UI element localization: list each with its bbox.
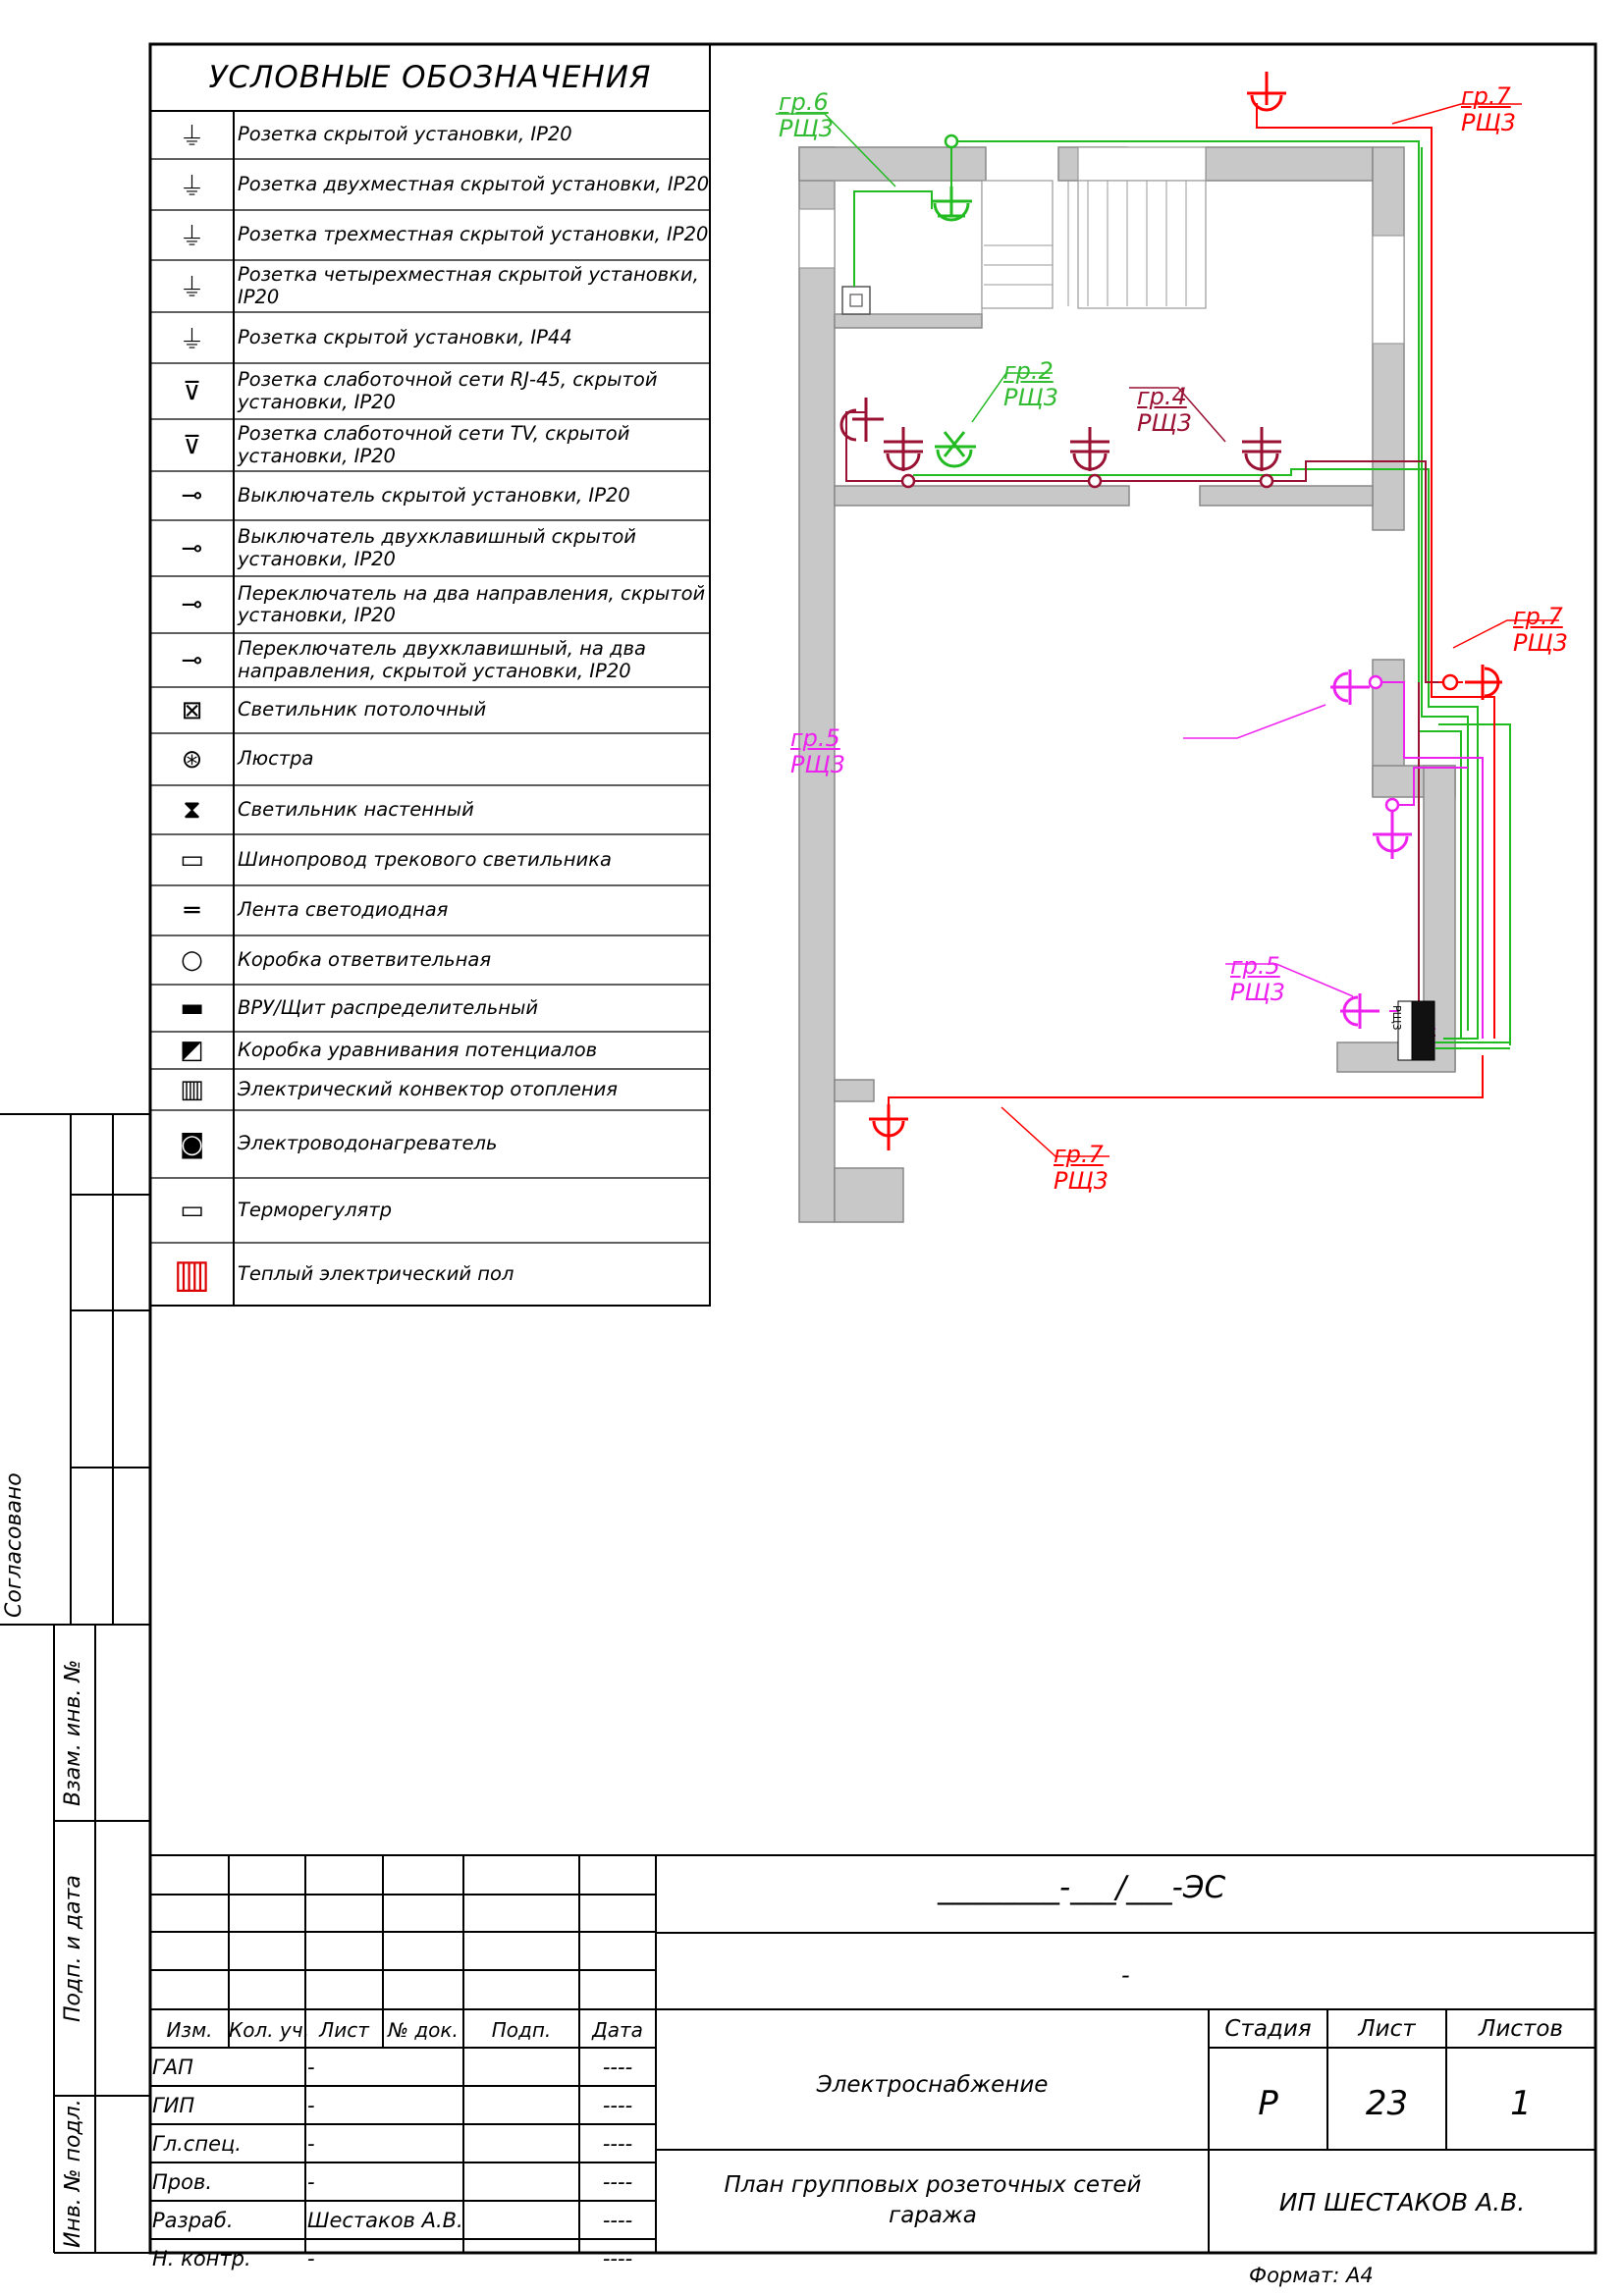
legend-item: Лента светодиодная	[238, 898, 449, 922]
signature-name: -	[307, 2094, 315, 2117]
plan-group-label: гр.5	[1230, 952, 1280, 980]
section-name: Электроснабжение	[816, 2072, 1049, 2098]
two-way-switch-icon: ⊸	[181, 590, 203, 619]
signature-name: -	[307, 2056, 315, 2079]
legend-title: УСЛОВНЫЕ ОБОЗНАЧЕНИЯ	[208, 60, 652, 95]
legend-item: Светильник потолочный	[238, 698, 487, 721]
legend-item: Терморегулятр	[238, 1198, 393, 1221]
double-two-way-switch-icon: ⊸	[181, 645, 203, 675]
legend-item: Розетка слаботочной сети TV, скрытой установки, IP20	[238, 422, 630, 467]
change-table-header: Подп.	[491, 2018, 552, 2042]
plan-group-label: гр.5	[790, 724, 840, 752]
led-strip-icon: ═	[184, 895, 200, 926]
stamp-agreed: Согласовано	[2, 1472, 27, 1618]
legend-item: Розетка двухместная скрытой установки, IP20	[238, 172, 710, 195]
stamp-inv-replace: Взам. инв. №	[61, 1659, 85, 1806]
change-table-header: Кол. уч.	[229, 2018, 309, 2042]
company-name: ИП ШЕСТАКОВ А.В.	[1278, 2188, 1526, 2216]
socket-icon: ⏚	[179, 123, 205, 152]
double-socket-icon: ⏚	[179, 172, 205, 202]
plan-panel-label: РЩ3	[1054, 1167, 1109, 1195]
floor-heating-icon: ▥	[173, 1252, 211, 1297]
rj45-socket-icon: ⊽	[182, 376, 202, 406]
triple-socket-icon: ⏚	[179, 223, 205, 252]
plan-sockets-gr4	[841, 398, 1281, 471]
legend-item: Розетка четырехместная скрытой установки, IP20	[238, 263, 699, 308]
signature-role: Разраб.	[152, 2209, 234, 2232]
change-table-header: Изм.	[166, 2018, 213, 2042]
sheet-value: 23	[1365, 2084, 1409, 2123]
distribution-board-plan-icon	[1411, 1001, 1434, 1060]
panel-tag: РЩ3	[1390, 1005, 1403, 1031]
change-table-header: Дата	[592, 2018, 643, 2042]
plan-group-label: гр.2	[1003, 357, 1054, 385]
track-busbar-icon: ▭	[180, 845, 204, 875]
doc-code: ________-___/___-ЭС	[938, 1870, 1226, 1905]
double-switch-icon: ⊸	[181, 533, 203, 563]
signature-date: ----	[602, 2094, 633, 2117]
legend-item: ВРУ/Щит распределительный	[238, 995, 539, 1019]
legend-item: Розетка скрытой установки, IP44	[238, 325, 572, 348]
signature-name: -	[307, 2247, 315, 2270]
signature-date: ----	[602, 2170, 633, 2194]
legend-item: Электроводонагреватель	[238, 1132, 498, 1155]
distribution-board-icon: ▬	[180, 993, 204, 1023]
stamp-inv-orig: Инв. № подл.	[61, 2099, 85, 2248]
plan-panel-label: РЩ3	[1003, 384, 1058, 411]
doc-name-dash: -	[1121, 1961, 1130, 1989]
quad-socket-icon: ⏚	[179, 274, 205, 303]
equipotential-box-icon: ◩	[180, 1036, 204, 1065]
junction-box-plan-icon	[946, 135, 957, 147]
stage-label: Стадия	[1224, 2016, 1312, 2042]
water-heater-plan-icon	[842, 287, 870, 314]
legend-item: Выключатель скрытой установки, IP20	[238, 483, 630, 507]
sheets-value: 1	[1510, 2084, 1532, 2123]
plan-panel-label: РЩ3	[1230, 979, 1285, 1006]
plan-group-label: гр.4	[1137, 383, 1187, 410]
junction-box-icon: ○	[181, 945, 203, 975]
wall-light-icon: ⧗	[183, 794, 201, 825]
plan-socket-gr2	[935, 432, 976, 466]
signature-date: ----	[602, 2209, 633, 2232]
format-label: Формат: А4	[1249, 2264, 1374, 2287]
switch-icon: ⊸	[181, 481, 203, 510]
signature-role: ГАП	[152, 2056, 193, 2079]
stage-value: Р	[1258, 2084, 1278, 2123]
signature-role: Н. контр.	[152, 2247, 251, 2270]
legend-item: Шинопровод трекового светильника	[238, 847, 612, 871]
signature-name: -	[307, 2132, 315, 2156]
signature-date: ----	[602, 2132, 633, 2156]
stamp-sign-date: Подп. и дата	[61, 1875, 85, 2022]
socket-ip44-icon: ⏚	[179, 325, 205, 355]
legend-item: Переключатель двухклавишный, на два направления, скрытой установки, IP20	[238, 637, 646, 682]
plan-socket-gr6	[931, 187, 972, 220]
legend-item: Электрический конвектор отопления	[238, 1077, 619, 1100]
signature-role: Гл.спец.	[152, 2132, 242, 2156]
sheet-title: План групповых розеточных сетей гаража	[724, 2172, 1142, 2229]
ceiling-light-icon: ⊠	[181, 695, 203, 725]
legend-item: Люстра	[238, 747, 314, 771]
plan-group-label: гр.7	[1513, 603, 1563, 630]
signature-name: Шестаков А.В.	[307, 2209, 463, 2232]
legend-item: Светильник настенный	[238, 797, 474, 821]
legend-item: Розетка слаботочной сети RJ-45, скрытой установки, IP20	[238, 368, 658, 413]
sheets-label: Листов	[1479, 2016, 1563, 2042]
thermostat-icon: ▭	[180, 1196, 204, 1225]
signature-name: -	[307, 2170, 315, 2194]
legend-item: Коробка ответвительная	[238, 947, 492, 971]
plan-group-label: гр.7	[1461, 82, 1511, 110]
plan-panel-label: РЩ3	[1137, 409, 1192, 437]
legend-item: Коробка уравнивания потенциалов	[238, 1038, 598, 1061]
legend-item: Розетка скрытой установки, IP20	[238, 123, 572, 146]
change-table-header: № док.	[388, 2018, 459, 2042]
plan-panel-label: РЩ3	[1513, 629, 1568, 657]
legend-item: Переключатель на два направления, скрытой установки, IP20	[238, 581, 706, 626]
signature-role: ГИП	[152, 2094, 195, 2117]
change-table-header: Лист	[319, 2018, 369, 2042]
plan-panel-label: РЩ3	[790, 751, 845, 778]
convector-icon: ▥	[180, 1075, 204, 1104]
water-heater-icon: ◙	[179, 1129, 205, 1159]
plan-group-label: гр.6	[779, 88, 829, 116]
plan-group-label: гр.7	[1054, 1141, 1104, 1168]
signature-date: ----	[602, 2056, 633, 2079]
legend-item: Выключатель двухклавишный скрытой установки, IP20	[238, 525, 636, 570]
signature-role: Пров.	[152, 2170, 213, 2194]
signature-date: ----	[602, 2247, 633, 2270]
sheet-label: Лист	[1358, 2016, 1416, 2042]
chandelier-icon: ⊛	[181, 744, 203, 774]
legend-item: Теплый электрический пол	[238, 1261, 514, 1285]
tv-socket-icon: ⊽	[182, 430, 202, 460]
plan-panel-label: РЩ3	[1461, 109, 1516, 136]
legend-item: Розетка трехместная скрытой установки, IP20	[238, 223, 709, 246]
plan-panel-label: РЩ3	[779, 115, 834, 142]
